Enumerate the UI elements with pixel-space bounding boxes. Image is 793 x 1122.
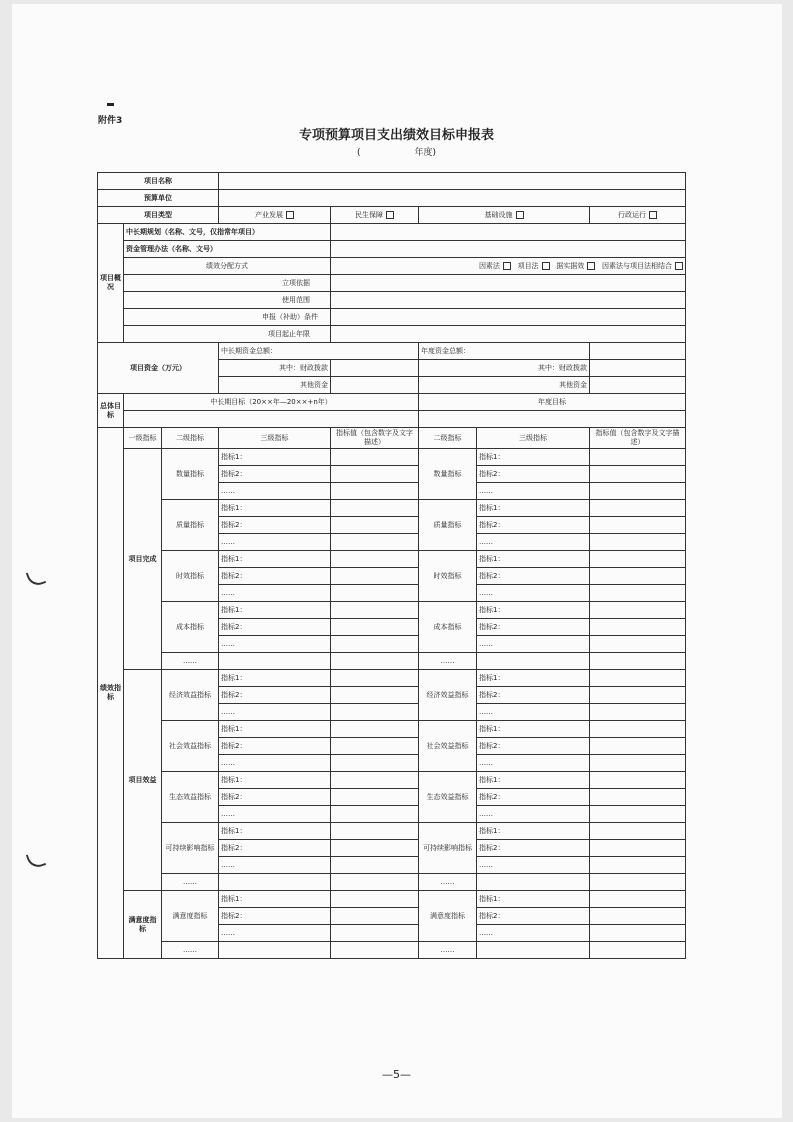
level2-more: …… xyxy=(162,942,219,959)
indicator-more: …… xyxy=(219,585,331,602)
type-label: 产业发展 xyxy=(255,210,283,219)
level2-indicator: 时效指标 xyxy=(162,551,219,602)
year-total-label: 年度资金总额： xyxy=(419,343,590,360)
indicator-value[interactable] xyxy=(331,874,419,891)
header-level1: 一级指标 xyxy=(124,428,162,449)
level2-more: …… xyxy=(419,942,477,959)
type-label: 民生保障 xyxy=(355,210,383,219)
indicator-value[interactable] xyxy=(331,636,419,653)
indicator-2: 指标2： xyxy=(477,466,590,483)
indicator-value[interactable] xyxy=(331,857,419,874)
indicator-value[interactable] xyxy=(331,721,419,738)
mid-total-label: 中长期资金总额： xyxy=(219,343,419,360)
indicator-2: 指标2： xyxy=(477,738,590,755)
type-industry[interactable] xyxy=(219,207,331,224)
indicator-cell[interactable] xyxy=(219,874,331,891)
indicator-1: 指标1： xyxy=(219,670,331,687)
overview-row-value[interactable] xyxy=(331,326,686,343)
indicator-2: 指标2： xyxy=(219,568,331,585)
indicator-value[interactable] xyxy=(590,942,686,959)
indicator-2: 指标2： xyxy=(219,517,331,534)
level2-indicator: 成本指标 xyxy=(162,602,219,653)
checkbox-icon[interactable] xyxy=(286,211,294,219)
indicator-2: 指标2： xyxy=(477,789,590,806)
attachment-label: 附件3 xyxy=(98,116,123,126)
alloc-option: 因素法与项目法相结合 xyxy=(602,261,672,270)
overview-row-value[interactable] xyxy=(331,292,686,309)
indicator-1: 指标1： xyxy=(477,721,590,738)
indicator-more: …… xyxy=(219,755,331,772)
indicator-value[interactable] xyxy=(331,891,419,908)
indicator-2: 指标2： xyxy=(477,908,590,925)
indicator-value[interactable] xyxy=(331,687,419,704)
checkbox-icon[interactable] xyxy=(503,262,511,270)
type-admin[interactable] xyxy=(590,207,686,224)
level2-indicator: 质量指标 xyxy=(419,500,477,551)
indicator-value[interactable] xyxy=(590,789,686,806)
level2-indicator: 成本指标 xyxy=(419,602,477,653)
indicator-value[interactable] xyxy=(331,925,419,942)
indicator-value[interactable] xyxy=(331,840,419,857)
funds-label: 项目资金（万元） xyxy=(98,343,219,394)
mid-fiscal-label: 其中：财政拨款 xyxy=(219,360,331,377)
indicator-value[interactable] xyxy=(331,670,419,687)
indicator-more: …… xyxy=(219,636,331,653)
overview-row-value[interactable] xyxy=(331,275,686,292)
indicator-more: …… xyxy=(219,704,331,721)
indicator-cell[interactable] xyxy=(219,942,331,959)
indicator-value[interactable] xyxy=(590,483,686,500)
indicator-more: …… xyxy=(219,925,331,942)
level2-indicator: 可持续影响指标 xyxy=(162,823,219,874)
indicator-2: 指标2： xyxy=(477,687,590,704)
indicator-value[interactable] xyxy=(590,925,686,942)
indicator-2: 指标2： xyxy=(477,568,590,585)
indicator-2: 指标2： xyxy=(219,738,331,755)
indicator-2: 指标2： xyxy=(477,619,590,636)
indicator-more: …… xyxy=(477,857,590,874)
indicator-1: 指标1： xyxy=(219,891,331,908)
indicator-value[interactable] xyxy=(331,806,419,823)
form-year xyxy=(0,145,793,158)
indicator-value[interactable] xyxy=(590,551,686,568)
level2-indicator: 经济效益指标 xyxy=(419,670,477,721)
overview-row-label: 中长期规划（名称、文号，仅指常年项目） xyxy=(124,224,331,241)
checkbox-icon[interactable] xyxy=(587,262,595,270)
indicator-1: 指标1： xyxy=(477,823,590,840)
year-other-label: 其他资金 xyxy=(419,377,590,394)
indicator-value[interactable] xyxy=(331,755,419,772)
indicator-value[interactable] xyxy=(590,670,686,687)
performance-target-form xyxy=(97,172,686,959)
indicator-1: 指标1： xyxy=(477,772,590,789)
indicator-2: 指标2： xyxy=(477,840,590,857)
indicator-more: …… xyxy=(219,806,331,823)
indicator-value[interactable] xyxy=(590,602,686,619)
group-satisfaction: 满意度指标 xyxy=(124,891,162,959)
indicator-value[interactable] xyxy=(331,466,419,483)
project-name-field[interactable] xyxy=(219,173,686,190)
overview-row-value[interactable] xyxy=(331,241,686,258)
indicator-1: 指标1： xyxy=(477,891,590,908)
indicator-value[interactable] xyxy=(331,568,419,585)
indicator-value[interactable] xyxy=(590,534,686,551)
goals-label: 总体目标 xyxy=(98,394,124,428)
indicator-2: 指标2： xyxy=(477,517,590,534)
indicator-2: 指标2： xyxy=(219,687,331,704)
overview-row-label: 绩效分配方式 xyxy=(124,258,331,275)
header-level3-right: 三级指标 xyxy=(477,428,590,449)
header-level2: 二级指标 xyxy=(162,428,219,449)
header-level2-right: 二级指标 xyxy=(419,428,477,449)
indicator-1: 指标1： xyxy=(219,500,331,517)
indicator-value[interactable] xyxy=(590,891,686,908)
mid-other-value[interactable] xyxy=(331,377,419,394)
indicator-value[interactable] xyxy=(331,534,419,551)
overview-row-label: 立项依据 xyxy=(124,275,331,292)
indicator-value[interactable] xyxy=(331,772,419,789)
indicator-1: 指标1： xyxy=(477,670,590,687)
alloc-option: 项目法 xyxy=(517,261,539,270)
mid-goal-label: 中长期目标（20××年—20××+n年） xyxy=(124,394,419,411)
indicator-more: …… xyxy=(477,806,590,823)
group-benefit: 项目效益 xyxy=(124,670,162,891)
indicator-2: 指标2： xyxy=(219,619,331,636)
indicator-1: 指标1： xyxy=(219,721,331,738)
header-value-right: 指标值（包含数字及文字描述） xyxy=(590,428,686,449)
level2-indicator: 可持续影响指标 xyxy=(419,823,477,874)
budget-unit-label: 预算单位 xyxy=(98,190,219,207)
year-total-value[interactable] xyxy=(590,343,686,360)
indicator-1: 指标1： xyxy=(477,602,590,619)
indicators-label: 绩效指标 xyxy=(98,428,124,959)
indicator-value[interactable] xyxy=(331,585,419,602)
form-title: 专项预算项目支出绩效目标申报表 xyxy=(298,128,494,143)
group-completion: 项目完成 xyxy=(124,449,162,670)
indicator-value[interactable] xyxy=(590,585,686,602)
indicator-value[interactable] xyxy=(331,653,419,670)
indicator-value[interactable] xyxy=(590,840,686,857)
level2-indicator: 数量指标 xyxy=(162,449,219,500)
indicator-value[interactable] xyxy=(590,687,686,704)
level2-more: …… xyxy=(419,874,477,891)
alloc-options xyxy=(331,258,686,275)
indicator-value[interactable] xyxy=(331,619,419,636)
mid-other-label: 其他资金 xyxy=(219,377,331,394)
indicator-more: …… xyxy=(477,534,590,551)
level2-indicator: 经济效益指标 xyxy=(162,670,219,721)
indicator-value[interactable] xyxy=(331,908,419,925)
level2-indicator: 数量指标 xyxy=(419,449,477,500)
overview-row-value[interactable] xyxy=(331,224,686,241)
indicator-value[interactable] xyxy=(331,483,419,500)
indicator-value[interactable] xyxy=(590,772,686,789)
indicator-value[interactable] xyxy=(590,857,686,874)
indicator-value[interactable] xyxy=(590,568,686,585)
indicator-more: …… xyxy=(219,857,331,874)
indicator-value[interactable] xyxy=(331,823,419,840)
type-livelihood[interactable] xyxy=(331,207,419,224)
level2-indicator: 生态效益指标 xyxy=(419,772,477,823)
indicator-value[interactable] xyxy=(590,874,686,891)
indicator-more: …… xyxy=(477,636,590,653)
indicator-1: 指标1： xyxy=(477,551,590,568)
indicator-value[interactable] xyxy=(590,636,686,653)
indicator-value[interactable] xyxy=(331,738,419,755)
level2-indicator: 满意度指标 xyxy=(419,891,477,942)
type-label: 行政运行 xyxy=(618,210,646,219)
indicator-value[interactable] xyxy=(590,704,686,721)
project-type-label: 项目类型 xyxy=(98,207,219,224)
level2-indicator: 生态效益指标 xyxy=(162,772,219,823)
project-name-label: 项目名称 xyxy=(98,173,219,190)
indicator-value[interactable] xyxy=(590,755,686,772)
indicator-cell[interactable] xyxy=(477,874,590,891)
indicator-value[interactable] xyxy=(590,653,686,670)
indicator-value[interactable] xyxy=(331,602,419,619)
checkbox-icon[interactable] xyxy=(542,262,550,270)
overview-row-label: 项目起止年限 xyxy=(124,326,331,343)
indicator-more: …… xyxy=(477,925,590,942)
indicator-2: 指标2： xyxy=(219,840,331,857)
indicator-more: …… xyxy=(477,704,590,721)
overview-label: 项目概况 xyxy=(98,224,124,343)
level2-more: …… xyxy=(162,653,219,670)
indicator-1: 指标1： xyxy=(219,823,331,840)
checkbox-icon[interactable] xyxy=(516,211,524,219)
mid-goal-field[interactable] xyxy=(124,411,419,428)
indicator-value[interactable] xyxy=(331,449,419,466)
alloc-option: 因素法 xyxy=(478,261,500,270)
level2-more: …… xyxy=(419,653,477,670)
overview-row-label: 申报（补助）条件 xyxy=(124,309,331,326)
indicator-more: …… xyxy=(477,755,590,772)
header-value: 指标值（包含数字及文字描述） xyxy=(331,428,419,449)
annual-goal-field[interactable] xyxy=(419,411,686,428)
indicator-value[interactable] xyxy=(331,551,419,568)
alloc-option: 据实据效 xyxy=(556,261,585,270)
indicator-2: 指标2： xyxy=(219,789,331,806)
type-label: 基础设施 xyxy=(484,210,513,219)
indicator-value[interactable] xyxy=(590,517,686,534)
overview-row-label: 资金管理办法（名称、文号） xyxy=(124,241,331,258)
type-infrastructure[interactable] xyxy=(419,207,590,224)
indicator-value[interactable] xyxy=(331,500,419,517)
page-mark xyxy=(107,103,114,106)
level2-indicator: 时效指标 xyxy=(419,551,477,602)
page-number: —5— xyxy=(382,1068,411,1081)
indicator-value[interactable] xyxy=(590,500,686,517)
indicator-value[interactable] xyxy=(590,806,686,823)
indicator-cell[interactable] xyxy=(477,942,590,959)
level2-indicator: 社会效益指标 xyxy=(419,721,477,772)
indicator-value[interactable] xyxy=(590,721,686,738)
header-level3: 三级指标 xyxy=(219,428,331,449)
year-other-value[interactable] xyxy=(590,377,686,394)
indicator-value[interactable] xyxy=(331,942,419,959)
indicator-2: 指标2： xyxy=(219,908,331,925)
year-fiscal-value[interactable] xyxy=(590,360,686,377)
indicator-1: 指标1： xyxy=(477,500,590,517)
annual-goal-label: 年度目标 xyxy=(419,394,686,411)
indicator-1: 指标1： xyxy=(477,449,590,466)
overview-row-label: 使用范围 xyxy=(124,292,331,309)
indicator-more: …… xyxy=(219,483,331,500)
checkbox-icon[interactable] xyxy=(386,211,394,219)
indicator-1: 指标1： xyxy=(219,449,331,466)
indicator-value[interactable] xyxy=(331,517,419,534)
indicator-value[interactable] xyxy=(590,449,686,466)
level2-indicator: 社会效益指标 xyxy=(162,721,219,772)
indicator-value[interactable] xyxy=(331,789,419,806)
level2-indicator: 满意度指标 xyxy=(162,891,219,942)
indicator-value[interactable] xyxy=(590,619,686,636)
indicator-1: 指标1： xyxy=(219,602,331,619)
budget-unit-field[interactable] xyxy=(219,190,686,207)
year-fiscal-label: 其中：财政拨款 xyxy=(419,360,590,377)
indicator-cell[interactable] xyxy=(477,653,590,670)
checkbox-icon[interactable] xyxy=(675,262,683,270)
indicator-value[interactable] xyxy=(590,908,686,925)
indicator-more: …… xyxy=(219,534,331,551)
indicator-value[interactable] xyxy=(590,823,686,840)
indicator-1: 指标1： xyxy=(219,772,331,789)
level2-more: …… xyxy=(162,874,219,891)
indicator-2: 指标2： xyxy=(219,466,331,483)
mid-fiscal-value[interactable] xyxy=(331,360,419,377)
indicator-value[interactable] xyxy=(590,738,686,755)
year-label: 年度) xyxy=(414,148,437,158)
indicator-1: 指标1： xyxy=(219,551,331,568)
indicator-more: …… xyxy=(477,585,590,602)
indicator-value[interactable] xyxy=(331,704,419,721)
level2-indicator: 质量指标 xyxy=(162,500,219,551)
checkbox-icon[interactable] xyxy=(649,211,657,219)
overview-row-value[interactable] xyxy=(331,309,686,326)
year-open-paren: ( xyxy=(356,148,361,158)
indicator-more: …… xyxy=(477,483,590,500)
indicator-value[interactable] xyxy=(590,466,686,483)
indicator-cell[interactable] xyxy=(219,653,331,670)
